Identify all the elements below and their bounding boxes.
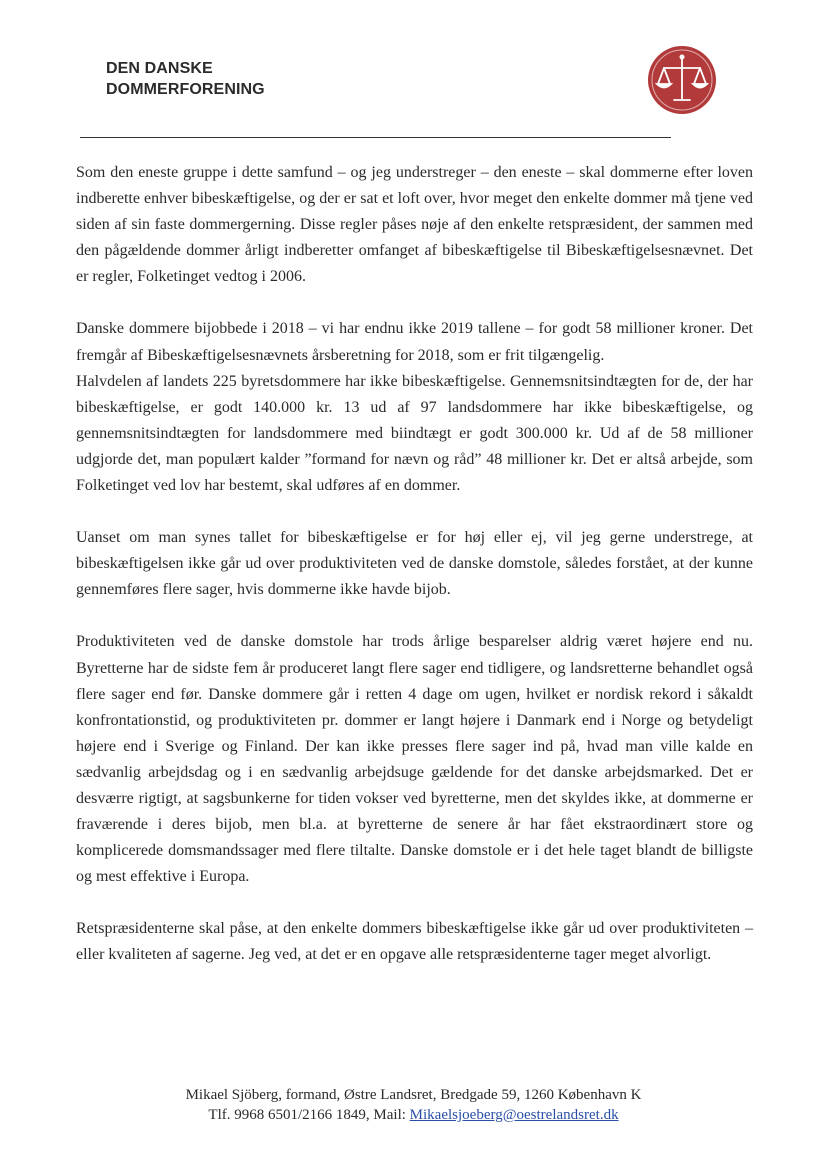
letter-body — [76, 160, 753, 969]
paragraph-4: Uanset om man synes tallet for bibeskæftigelse er for høj eller ej, vil jeg gerne understrege, at bibeskæftigelsen ikke går ud over produktiviteten ved de danske domstole, således forstået, at der kunne gennemføres flere sager, hvis dommerne ikke havde bijob. — [76, 529, 753, 599]
footer-address: Mikael Sjöberg, formand, Østre Landsret, Bredgade 59, 1260 København K — [185, 1087, 642, 1103]
org-name-line-2: DOMMERFORENING — [106, 81, 265, 98]
paragraph-1: Som den eneste gruppe i dette samfund – og jeg understreger – den eneste – skal dommerne efter loven indberette enhver bibeskæftigelse, og der er sat et loft over, hvor meget den enkelte dommer må tjene ved siden af sin faste dommergerning. Disse regler påses nøje af den enkelte retspræsident, der sammen med den pågældende dommer årligt indberetter omfanget af bibeskæftigelse til Bibeskæftigelsesnævnet. Det er regler, Folketinget vedtog i 2006. — [76, 164, 753, 286]
paragraph-6: Retspræsidenterne skal påse, at den enkelte dommers bibeskæftigelse ikke går ud over produktiviteten – eller kvaliteten af sagerne. Jeg ved, at det er en opgave alle retspræsidenterne tager meget alvorligt. — [76, 920, 753, 964]
header-divider — [80, 137, 671, 138]
footer-contact — [0, 1105, 827, 1125]
org-name-line-1: DEN DANSKE — [106, 60, 213, 77]
footer-phone: Tlf. 9968 6501/2166 1849, Mail: — [208, 1107, 410, 1123]
email-link[interactable]: Mikaelsjoeberg@oestrelandsret.dk — [409, 1107, 619, 1123]
footer — [0, 1085, 827, 1125]
organization-name — [106, 58, 265, 100]
scales-of-justice-seal-icon — [646, 44, 718, 116]
paragraph-5: Produktiviteten ved de danske domstole har trods årlige besparelser aldrig været højere end nu. Byretterne har de sidste fem år produceret langt flere sager end tidligere, og landsretterne behandlet også flere sager end før. Danske dommere går i retten 4 dage om ugen, hvilket er nordisk rekord i såkaldt konfrontationstid, og produktiviteten pr. dommer er langt højere i Danmark end i Norge og betydeligt højere end i Sverige og Finland. Der kan ikke presses flere sager ind på, hvad man ville kalde en sædvanlig arbejdsdag og i en sædvanlig arbejdsuge gældende for det danske arbejdsmarked. Det er desværre rigtigt, at sagsbunkerne for tiden vokser ved byretterne, men det skyldes ikke, at dommerne er fraværende i deres bijob, men bl.a. at byretterne de senere år har fået ekstraordinært store og komplicerede domsmandssager med flere tiltalte. Danske domstole er i det hele taget blandt de billigste og mest effektive i Europa. — [76, 633, 753, 886]
paragraph-2: Danske dommere bijobbede i 2018 – vi har endnu ikke 2019 tallene – for godt 58 millioner kroner. Det fremgår af Bibeskæftigelsesnævnets årsberetning for 2018, som er frit tilgængelig. — [76, 320, 753, 364]
paragraph-3: Halvdelen af landets 225 byretsdommere har ikke bibeskæftigelse. Gennemsnitsindtægten for de, der har bibeskæftigelse, er godt 140.000 kr. 13 ud af 97 landsdommere har ikke bibeskæftigelse, og gennemsnitsindtægten for landsdommere med biindtægt er godt 300.000 kr. Ud af de 58 millioner udgjorde det, man populært kalder ”formand for nævn og råd” 48 millioner kr. Det er altså arbejde, som Folketinget ved lov har bestemt, skal udføres af en dommer. — [76, 372, 753, 495]
